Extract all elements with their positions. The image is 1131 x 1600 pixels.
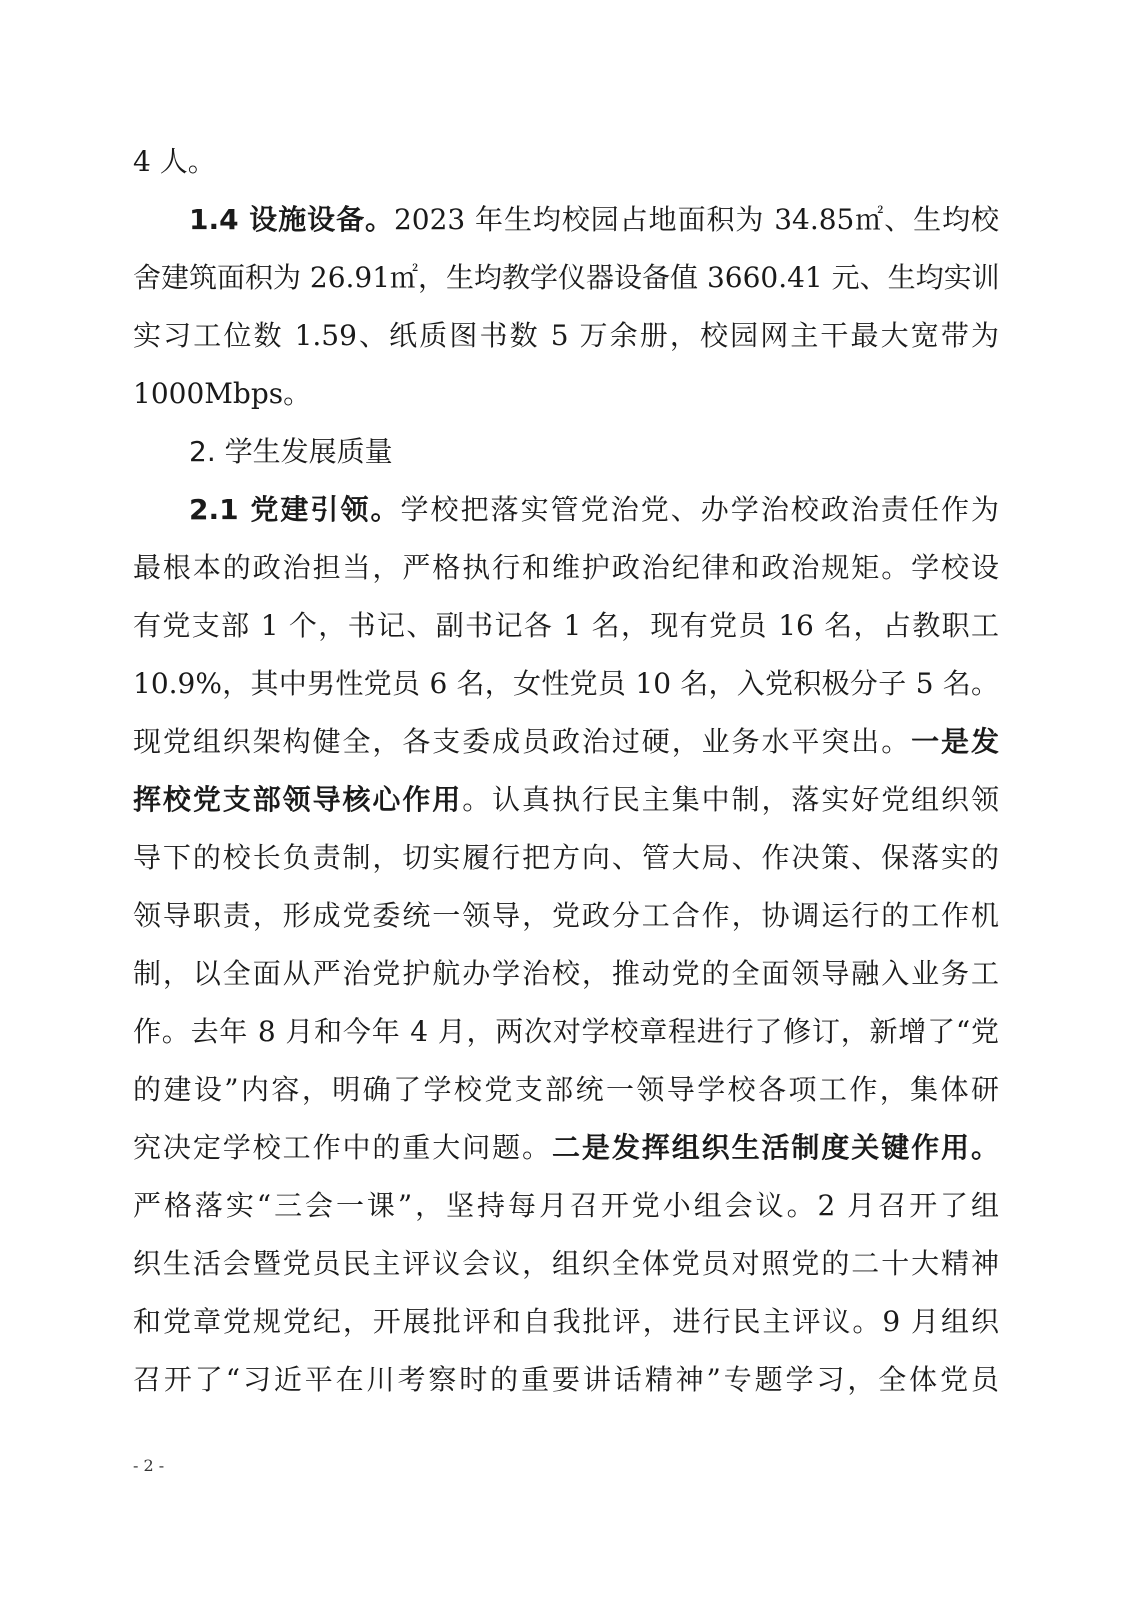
text-line [133,662,999,706]
text-run: 舍建筑面积为 26.91㎡，生均教学仪器设备值 3660.41 元、生均实训 [133,261,1000,294]
text-run: 领导职责，形成党委统一领导，党政分工合作，协调运行的工作机 [133,899,999,932]
text-line [133,720,999,764]
section-heading: 2.1 党建引领。 [189,493,401,526]
section-heading-line [189,488,999,532]
text-line [133,836,999,880]
text-run: 织生活会暨党员民主评议会议，组织全体党员对照党的二十大精神 [133,1247,999,1280]
text-run: 。认真执行民主集中制，落实好党组织领 [462,783,999,816]
text-run: 导下的校长负责制，切实履行把方向、管大局、作决策、保落实的 [133,841,999,874]
text-run: 10.9%，其中男性党员 6 名，女性党员 10 名，入党积极分子 5 名。 [133,667,999,700]
text-run: 4 人。 [133,145,216,178]
emphasis-text: 挥校党支部领导核心作用 [133,783,463,816]
text-line [133,372,999,416]
text-run: 严格落实“三会一课”，坚持每月召开党小组会议。2 月召开了组 [133,1189,999,1222]
text-run: 实习工位数 1.59、纸质图书数 5 万余册，校园网主干最大宽带为 [133,319,999,352]
text-run: 最根本的政治担当，严格执行和维护政治纪律和政治规矩。学校设 [133,551,999,584]
text-line [133,256,999,300]
text-run: 召开了“习近平在川考察时的重要讲话精神”专题学习，全体党员 [133,1363,999,1396]
page-number: - 2 - [133,1456,165,1475]
text-run: 2023 年生均校园占地面积为 34.85㎡、生均校 [393,203,1000,236]
chapter-heading: 2. 学生发展质量 [189,435,393,468]
text-run: 究决定学校工作中的重大问题。 [133,1131,552,1164]
text-line [133,1358,999,1402]
text-run: 现党组织架构健全，各支委成员政治过硬，业务水平突出。 [133,725,912,758]
text-run: 作。去年 8 月和今年 4 月，两次对学校章程进行了修订，新增了“党 [133,1015,999,1048]
text-line [133,778,999,822]
text-run: 和党章党规党纪，开展批评和自我批评，进行民主评议。9 月组织 [133,1305,999,1338]
text-run: 有党支部 1 个，书记、副书记各 1 名，现有党员 16 名，占教职工 [133,609,999,642]
text-line [133,1184,999,1228]
text-run: 制，以全面从严治党护航办学治校，推动党的全面领导融入业务工 [133,957,999,990]
emphasis-text: 二是发挥组织生活制度关键作用。 [552,1131,999,1164]
text-run: 的建设”内容，明确了学校党支部统一领导学校各项工作，集体研 [133,1073,999,1106]
section-heading: 1.4 设施设备。 [189,203,394,236]
text-line [133,140,999,184]
text-line [133,894,999,938]
text-line [133,952,999,996]
text-line [133,1126,999,1170]
text-run: 学校把落实管党治党、办学治校政治责任作为 [400,493,999,526]
text-line [133,1242,999,1286]
section-heading-line [189,198,999,242]
text-line [133,1010,999,1054]
text-line [133,546,999,590]
text-line [133,604,999,648]
text-line [133,1300,999,1344]
text-run: 1000Mbps。 [133,377,312,410]
text-line [133,1068,999,1112]
text-line [133,314,999,358]
emphasis-text: 一是发 [911,725,999,758]
chapter-heading-line [189,430,999,474]
